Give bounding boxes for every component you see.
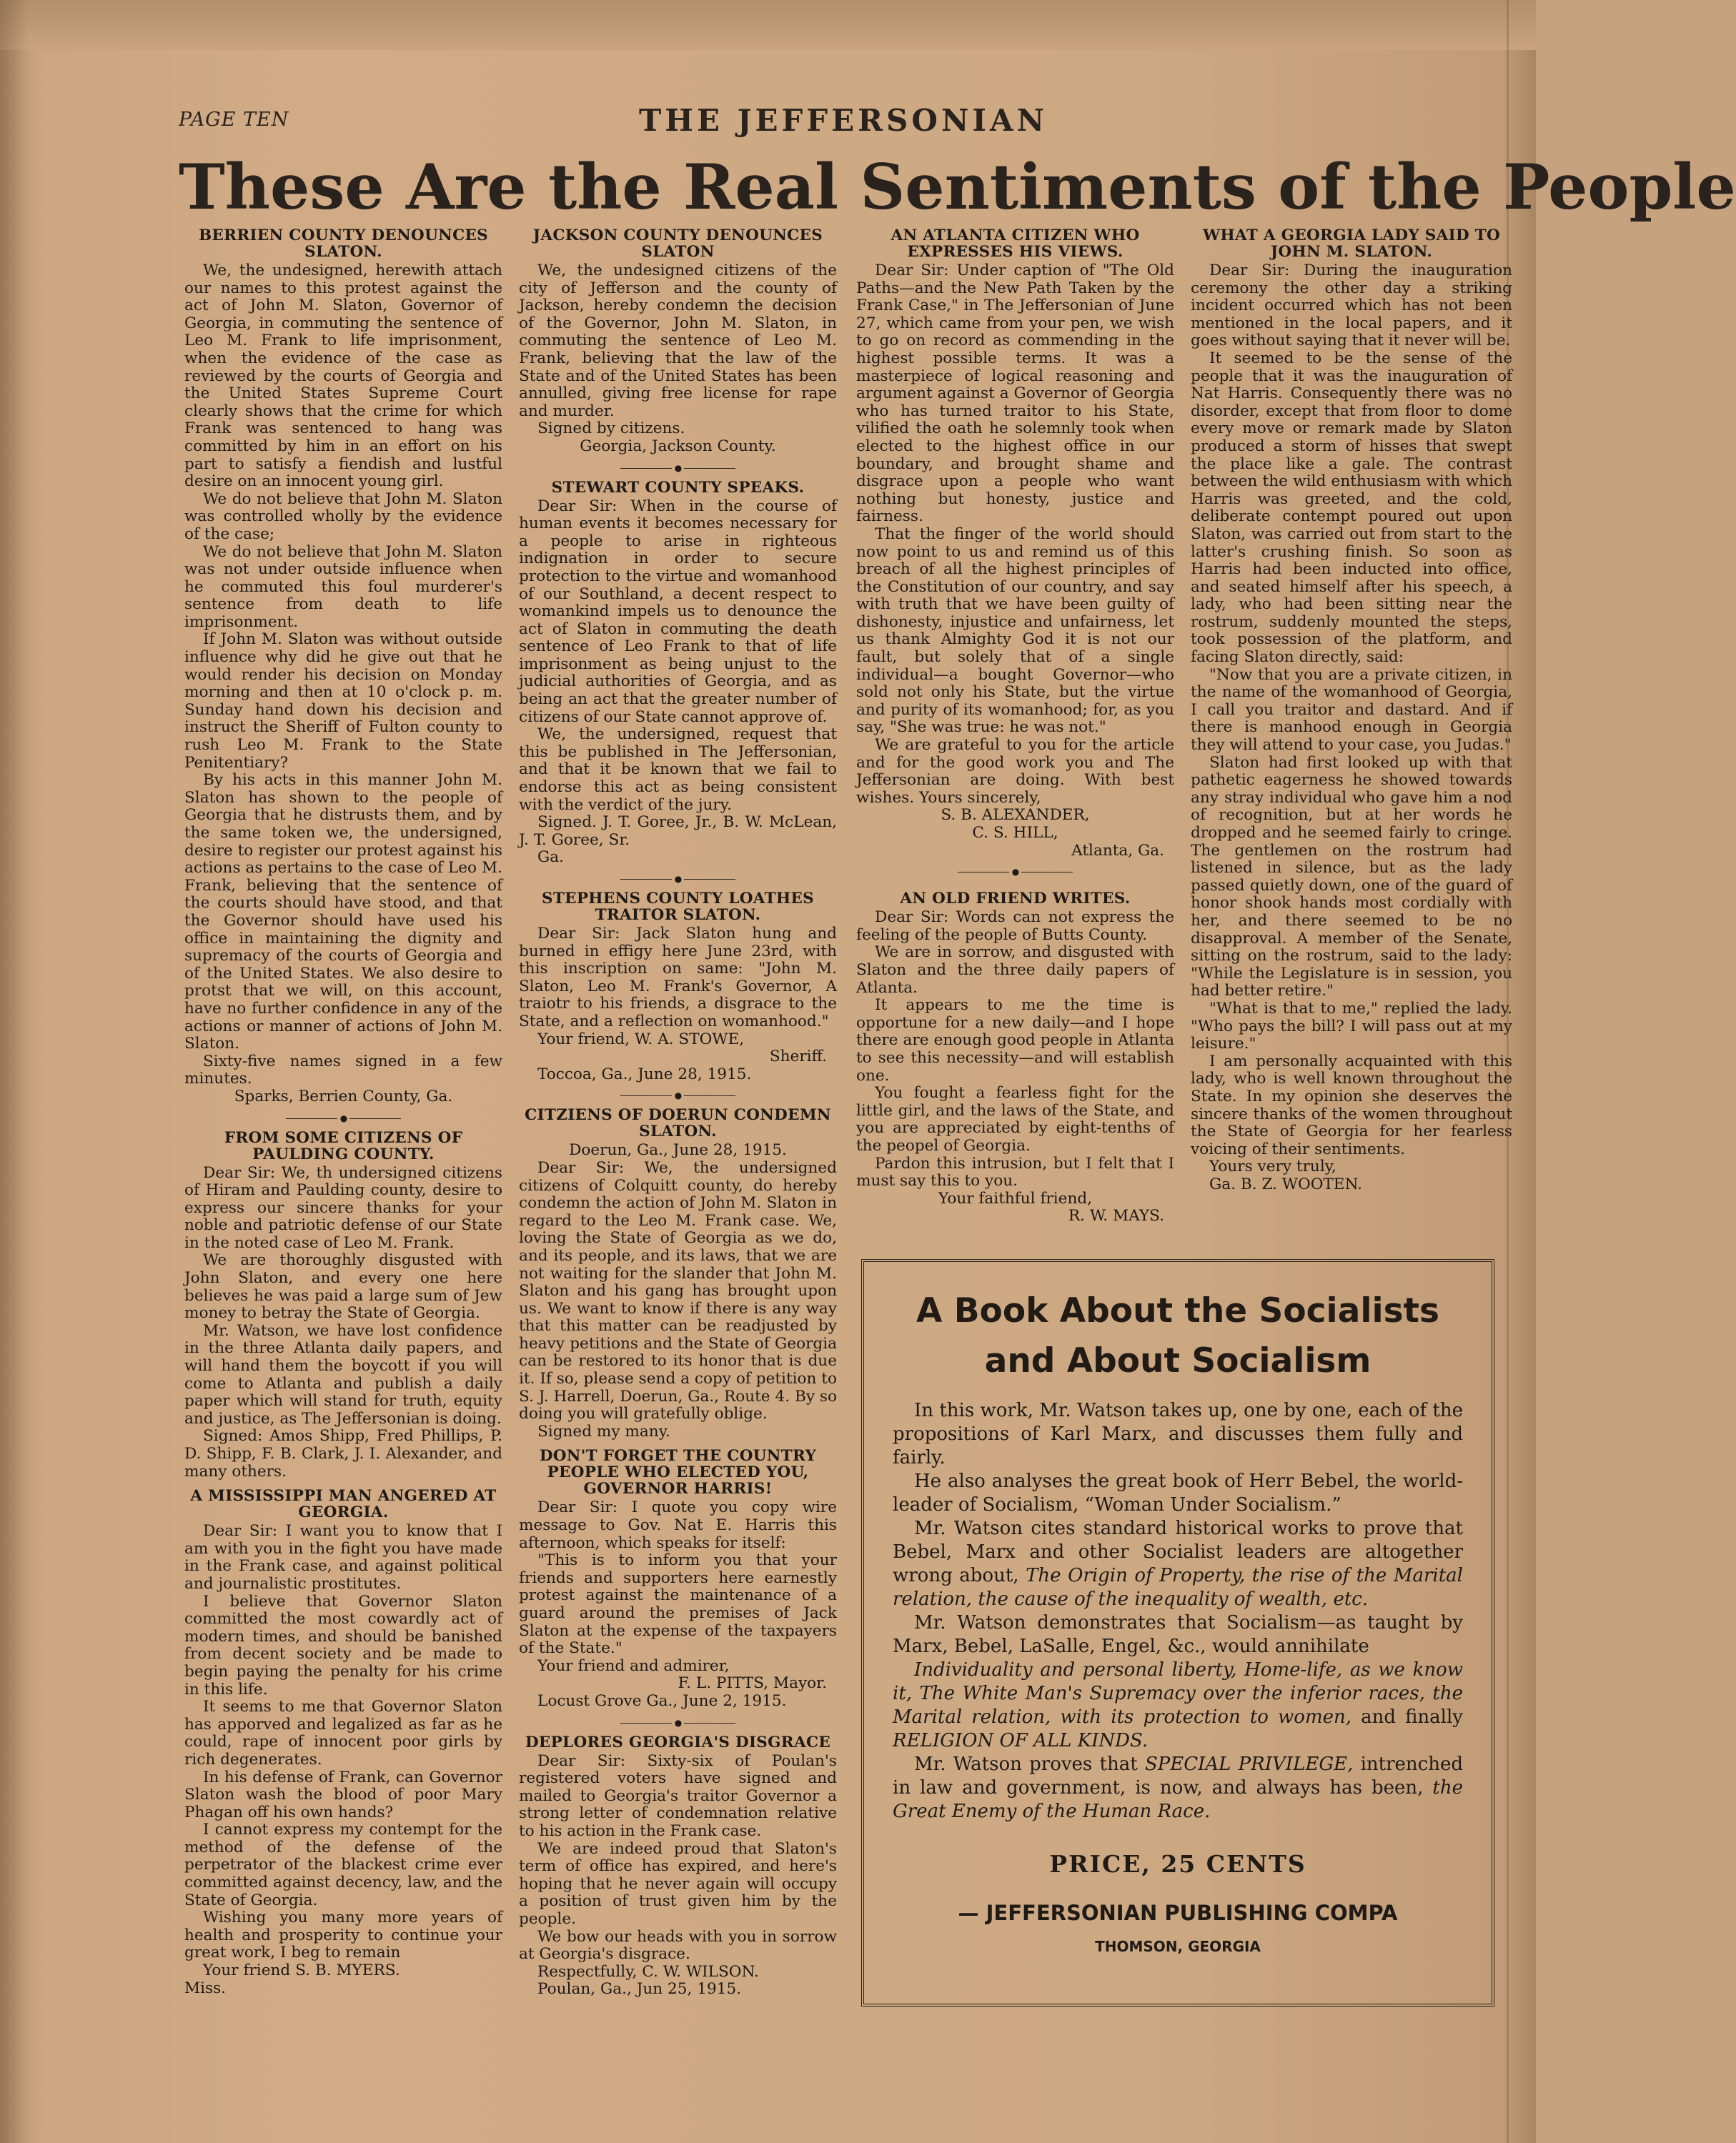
article-paragraph: Ga. [537, 848, 564, 867]
article-paragraph: "Now that you are a private citizen, in the name of the womanhood of Georgia, I call you traitor and dastard. And if there is manhood enough in Georgia they will attend to your case, you Judas." [1191, 665, 1512, 755]
article-paragraph: Your friend and admirer, [537, 1656, 730, 1675]
article-date: Doerun, Ga., June 28, 1915. [569, 1141, 787, 1160]
article-paragraph: That the finger of the world should now point to us and remind us of this breach of all the highest principles of the Constitution of our country, and say with truth that we have been guilty of dishonesty, injustice and unfairness, let us thank Almighty God it is not our fault, but solely that of a single individual—a bought Governor—who sold not only his State, but the virtue and purity of its womanhood; for, as you say, "She was true: he was not." [856, 524, 1174, 737]
article-title-poulan: DEPLORES GEORGIA'S DISGRACE [525, 1733, 831, 1751]
article-paragraph: We are thoroughly disgusted with John Slaton, and every one here believes he was paid a large sum of Jew money to betray the State of Georgia. [184, 1251, 502, 1323]
article-title-mississippi: A MISSISSIPPI MAN ANGERED AT GEORGIA. [190, 1487, 497, 1522]
article-signature: Sparks, Berrien County, Ga. [234, 1087, 453, 1105]
article-paragraph: We, the undesigned, herewith attach our names to this protest against the act of John M. Slaton, Governor of Georgia, in commuting the sentence of Leo M. Frank to life imprisonment, when the evidence of the case as reviewed by the courts of Georgia and the United States Supreme Court clearly shows that the crime for which Frank was sentenced to hang was committed by him in an effort on his part to satisfy a fiendish and lustful desire on an innocent young girl. [184, 262, 502, 491]
article-separator: ● [519, 871, 837, 887]
ad-paragraph [893, 1753, 1463, 1824]
ad-text: Mr. Watson proves that [914, 1754, 1145, 1775]
column-2 [519, 227, 837, 1999]
article-separator: ● [856, 864, 1174, 880]
article-paragraph: We are in sorrow, and disgusted with Slaton and the three daily papers of Atlanta. [856, 943, 1174, 997]
article-paragraph: Dear Sir: Sixty-six of Poulan's registered voters have signed and mailed to Georgia's traitor Governor a strong letter of condemnation relative to his action in the Frank case. [519, 1751, 837, 1840]
article-title-berrien: BERRIEN COUNTY DENOUNCES SLATON. [199, 227, 488, 261]
ad-title [893, 1286, 1463, 1386]
ad-text-italic: The Origin of Property, the rise of the Marital relation, the cause of the inequality of wealth, etc. [893, 1565, 1463, 1610]
page-number: PAGE TEN [179, 109, 289, 131]
article-paragraph: Dear Sir: When in the course of human events it becomes necessary for a people to arise in righteous indignation in order to secure protection to the virtue and womanhood of our Southland, a decent respect to womankind impels us to denounce the act of Slaton in commuting the death sentence of Leo Frank to that of life imprisonment as being unjust to the judicial authorities of Georgia, and as being an act that the greater number of citizens of our State cannot approve of. [519, 497, 837, 726]
ad-text-italic: SPECIAL PRIVILEGE, [1144, 1754, 1354, 1775]
article-signature-place: Atlanta, Ga. [1071, 841, 1164, 860]
ad-paragraph: Mr. Watson demonstrates that Socialism—as taught by Marx, Bebel, LaSalle, Engel, &c., would annihilate [893, 1612, 1463, 1657]
masthead: THE JEFFERSONIAN [639, 103, 1048, 138]
article-paragraph: I cannot express my contempt for the method of the defense of the perpetrator of the blackest crime ever committed against decency, law, and the State of Georgia. [184, 1821, 502, 1909]
ad-paragraph [893, 1517, 1463, 1611]
article-paragraph: "What is that to me," replied the lady. "Who pays the bill? I will pass out at my leisure." [1191, 999, 1512, 1053]
article-signature: Ga. B. Z. WOOTEN. [1209, 1175, 1362, 1193]
ad-text-italic: Individuality and personal liberty, Home-life, as we know it, The White Man's Supremacy over the inferior races, the Marital relation, with its protection to women, [893, 1659, 1463, 1728]
article-paragraph: It appears to me the time is opportune for a new daily—and I hope there are enough good people in Atlanta to see this necessity—and will establish one. [856, 996, 1174, 1085]
article-paragraph: Signed. J. T. Goree, Jr., B. W. McLean, J. T. Goree, Sr. [519, 813, 837, 849]
article-title-stephens: STEPHENS COUNTY LOATHES TRAITOR SLATON. [542, 890, 814, 924]
article-paragraph: Dear Sir: I want you to know that I am with you in the fight you have made in the Frank case, and against political and journalistic prostitutes. [184, 1522, 502, 1593]
article-paragraph: We bow our heads with you in sorrow at Georgia's disgrace. [519, 1927, 837, 1964]
article-title-paulding: FROM SOME CITIZENS OF PAULDING COUNTY. [224, 1128, 463, 1163]
article-paragraph: We are grateful to you for the article and for the good work you and The Jeffersonian are doing. With best wishes. Yours sincerely, [856, 736, 1174, 807]
article-signature: S. B. ALEXANDER, [941, 806, 1090, 825]
ad-text-italic: the Great Enemy of the Human Race. [893, 1777, 1463, 1822]
ad-text: intrenched in law and government, is now, and always has been, [893, 1754, 1464, 1799]
article-signature-place: Locust Grove Ga., June 2, 1915. [537, 1691, 787, 1710]
article-paragraph: I believe that Governor Slaton committed the most cowardly act of modern times, and should be banished from decent society and be made to begin paying the penalty for his crime in this life. [184, 1592, 502, 1699]
article-paragraph: I am personally acquainted with this lady, who is well known throughout the State. In my opinion she deserves the sincere thanks of the women throughout the State of Georgia for her fearless voicing of their sentiments. [1191, 1052, 1512, 1158]
book-advertisement [861, 1259, 1494, 2007]
article-paragraph: Sixty-five names signed in a few minutes. [184, 1052, 502, 1088]
ad-text: and finally [1351, 1706, 1463, 1728]
article-signature-place: Poulan, Ga., Jun 25, 1915. [537, 1980, 742, 1999]
article-signature: Sheriff. [769, 1048, 827, 1066]
ad-text-italic: RELIGION OF ALL KINDS. [893, 1730, 1149, 1751]
article-separator: ● [184, 1110, 502, 1126]
article-paragraph: Dear Sir: Under caption of "The Old Paths—and the New Path Taken by the Frank Case," in The Jeffersonian of June 27, which came from your pen, we wish to go on record as commending in the highest possible terms. It was a masterpiece of logical reasoning and argument against a Governor of Georgia who has turned traitor to his State, vilified the oath he solemnly took when elected to the highest office in our boundary, and brought shame and disgrace upon a people who want nothing but honesty, justice and fairness. [856, 262, 1174, 526]
article-separator: ● [519, 1715, 837, 1731]
article-paragraph: We do not believe that John M. Slaton was not under outside influence when he commuted this foul murderer's sentence from death to life imprisonment. [184, 542, 502, 631]
article-paragraph: We do not believe that John M. Slaton was controlled wholly by the evidence of the case; [184, 489, 502, 543]
page-headline: These Are the Real Sentiments of the People [179, 150, 1736, 224]
article-paragraph: Wishing you many more years of health and prosperity to continue your great work, I beg to remain [184, 1909, 502, 1962]
article-paragraph: If John M. Slaton was without outside influence why did he give out that he would render his decision on Monday morning and then at 10 o'clock p. m. Sunday hand down his decision and instruct the Sheriff of Fulton county to rush Leo M. Frank to the State Penitentiary? [184, 630, 502, 772]
ad-price: PRICE, 25 CENTS [1049, 1850, 1306, 1878]
ad-paragraph: In this work, Mr. Watson takes up, one by one, each of the propositions of Karl Marx, and discusses them fully and fairly. [893, 1400, 1463, 1468]
page-left-shadow [0, 0, 29, 2143]
ad-title-line-1: A Book About the Socialists [916, 1291, 1439, 1331]
article-paragraph: Signed: Amos Shipp, Fred Phillips, P. D. Shipp, F. B. Clark, J. I. Alexander, and many others. [184, 1427, 502, 1481]
article-paragraph: You fought a fearless fight for the little girl, and the laws of the State, and you are appreciated by eight-tenths of the peopel of Georgia. [856, 1084, 1174, 1155]
article-paragraph: Dear Sir: I quote you copy wire message to Gov. Nat E. Harris this afternoon, which speaks for itself: [519, 1498, 837, 1552]
article-paragraph: Your friend, W. A. STOWE, [537, 1030, 745, 1048]
ad-paragraph: He also analyses the great book of Herr Bebel, the world-leader of Socialism, “Woman Under Socialism.” [893, 1471, 1463, 1516]
article-paragraph: We are indeed proud that Slaton's term of office has expired, and here's hoping that he never again will occupy a position of trust given him by the people. [519, 1839, 837, 1928]
article-separator: ● [519, 460, 837, 476]
article-paragraph: It seemed to be the sense of the people that it was the inauguration of Nat Harris. Consequently there was no disorder, except that from floor to dome every move or remark made by Slaton produced a storm of hisses that swept the place like a gale. The contrast between the wild enthusiasm with which Harris was greeted, and the cold, deliberate contempt poured out upon Slaton, was carried out from start to the latter's crushing finish. So soon as Harris had been inducted into office, and seated himself after his speech, a lady, who had been sitting near the rostrum, suddenly mounted the steps, took possession of the platform, and facing Slaton directly, said: [1191, 349, 1512, 667]
article-signature: Yours very truly, [1209, 1158, 1336, 1176]
ad-publisher-name: JEFFERSONIAN PUBLISHING COMPA [986, 1901, 1398, 1925]
page-top-edge [0, 0, 1536, 50]
article-paragraph: Dear Sir: We, th undersigned citizens of Hiram and Paulding county, desire to express our sincere thanks for your noble and patriotic defense of our State in the noted case of Leo M. Frank. [184, 1163, 502, 1252]
article-paragraph: We, the undersigned, request that this be published in The Jeffersonian, and that it be known that we fail to endorse this act as being consistent with the verdict of the jury. [519, 725, 837, 814]
article-paragraph: Slaton had first looked up with that pathetic eagerness he showed towards any stray individual who gave him a nod of recognition, but at her words he dropped and he seemed fairly to cringe. The gentlemen on the rostrum had listened in silence, but as the lady passed quietly down, one of the guard of honor shook hands most cordially with her, and there seemed to be no disapproval. A member of the Senate, sitting on the rostrum, said to the lady: "While the Legislature is in session, you had better retire." [1191, 753, 1512, 1000]
ad-city: THOMSON, GEORGIA [1095, 1938, 1261, 1955]
article-paragraph: Pardon this intrusion, but I felt that I must say this to you. [856, 1154, 1174, 1190]
article-paragraph: Mr. Watson, we have lost confidence in the three Atlanta daily papers, and will hand them the boycott if you will come to Atlanta and publish a daily paper which will stand for truth, equity and justice, as The Jeffersonian is doing. [184, 1321, 502, 1428]
article-paragraph: In his defense of Frank, can Governor Slaton wash the blood of poor Mary Phagan off his own hands? [184, 1768, 502, 1821]
article-paragraph: It seems to me that Governor Slaton has apporved and legalized as far as he could, rape of innocent poor girls by rich degenerates. [184, 1698, 502, 1769]
article-title-harris: DON'T FORGET THE COUNTRY PEOPLE WHO ELECTED YOU, GOVERNOR HARRIS! [539, 1447, 817, 1498]
ad-publisher [893, 1901, 1463, 1925]
article-title-lady: WHAT A GEORGIA LADY SAID TO JOHN M. SLATON. [1202, 227, 1501, 261]
article-signature: Respectfully, C. W. WILSON. [537, 1962, 759, 1981]
article-paragraph: Dear Sir: Jack Slaton hung and burned in effigy here June 23rd, with this inscription on same: "John M. Slaton, Leo M. Frank's Governor, A traiotr to his friends, a disgrace to the State, and a reflection on womanhood." [519, 925, 837, 1030]
article-title-oldfriend: AN OLD FRIEND WRITES. [900, 890, 1131, 908]
article-signature-place: Miss. [184, 1979, 227, 1997]
article-title-stewart: STEWART COUNTY SPEAKS. [551, 478, 805, 497]
column-1 [184, 227, 502, 1997]
article-title-atlanta: AN ATLANTA CITIZEN WHO EXPRESSES HIS VIEWS. [891, 227, 1140, 261]
article-paragraph: We, the undesigned citizens of the city of Jefferson and the county of Jackson, hereby condemn the decision of the Governor, John M. Slaton, in commuting the sentence of Leo M. Frank, believing that the law of the State and of the United States has been annulled, giving free license for rape and murder. [519, 262, 837, 420]
article-signature: R. W. MAYS. [1068, 1207, 1164, 1225]
article-separator: ● [519, 1088, 837, 1103]
article-signature: Your friend S. B. MYERS. [203, 1961, 400, 1980]
article-signature-place: Toccoa, Ga., June 28, 1915. [537, 1065, 752, 1083]
column-4 [1191, 227, 1512, 1193]
article-title-doerun: CITZIENS OF DOERUN CONDEMN SLATON. [525, 1106, 831, 1141]
article-signature: F. L. PITTS, Mayor. [678, 1674, 827, 1693]
article-signature: C. S. HILL, [972, 824, 1058, 842]
article-signature: Georgia, Jackson County. [580, 437, 776, 455]
article-signature: Your faithful friend, [938, 1189, 1093, 1208]
ad-title-line-2: and About Socialism [984, 1341, 1372, 1381]
article-title-jackson: JACKSON COUNTY DENOUNCES SLATON [532, 227, 823, 261]
article-paragraph: Signed by citizens. [537, 419, 685, 438]
article-paragraph: Signed my many. [537, 1422, 670, 1441]
ad-publisher-dash: — [958, 1901, 979, 1925]
article-paragraph: Dear Sir: We, the undersigned citizens of Colquitt county, do hereby condemn the action of John M. Slaton in regard to the Leo M. Frank case. We, loving the State of Georgia as we do, and its people, and its laws, that we are not waiting for the slander that John M. Slaton and his gang has brought upon us. We want to know if there is any way that this matter can be readjusted by heavy petitions and the State of Georgia can be restored to its honor that is due it. If so, please send a copy of petition to S. J. Harrell, Doerun, Ga., Route 4. By so doing you will gratefully oblige. [519, 1158, 837, 1423]
ad-paragraph [893, 1659, 1463, 1753]
column-3 [856, 227, 1174, 1225]
article-paragraph: Dear Sir: During the inauguration ceremony the other day a striking incident occurred which has not been mentioned in the local papers, and it goes without saying that it never will be. [1191, 262, 1512, 350]
article-paragraph: Dear Sir: Words can not express the feeling of the people of Butts County. [856, 908, 1174, 944]
article-paragraph: "This is to inform you that your friends and supporters here earnestly protest against the maintenance of a guard around the premises of Jack Slaton at the expense of the taxpayers of the State." [519, 1551, 837, 1658]
article-paragraph: By his acts in this manner John M. Slaton has shown to the people of Georgia that he distrusts them, and by the same token we, the undersigned, desire to register our protest against his actions as pertains to the case of Leo M. Frank, believing that the sentence of the courts should have stood, and that the Governor should have used his office in maintaining the dignity and supremacy of the courts of Georgia and of the United States. We also desire to protst that we will, on this account, have no further confidence in any of the actions or manner of actions of John M. Slaton. [184, 771, 502, 1053]
ad-text: Mr. Watson cites standard historical works to prove that Bebel, Marx and other Socialist leaders are altogether wrong about, [893, 1518, 1463, 1586]
